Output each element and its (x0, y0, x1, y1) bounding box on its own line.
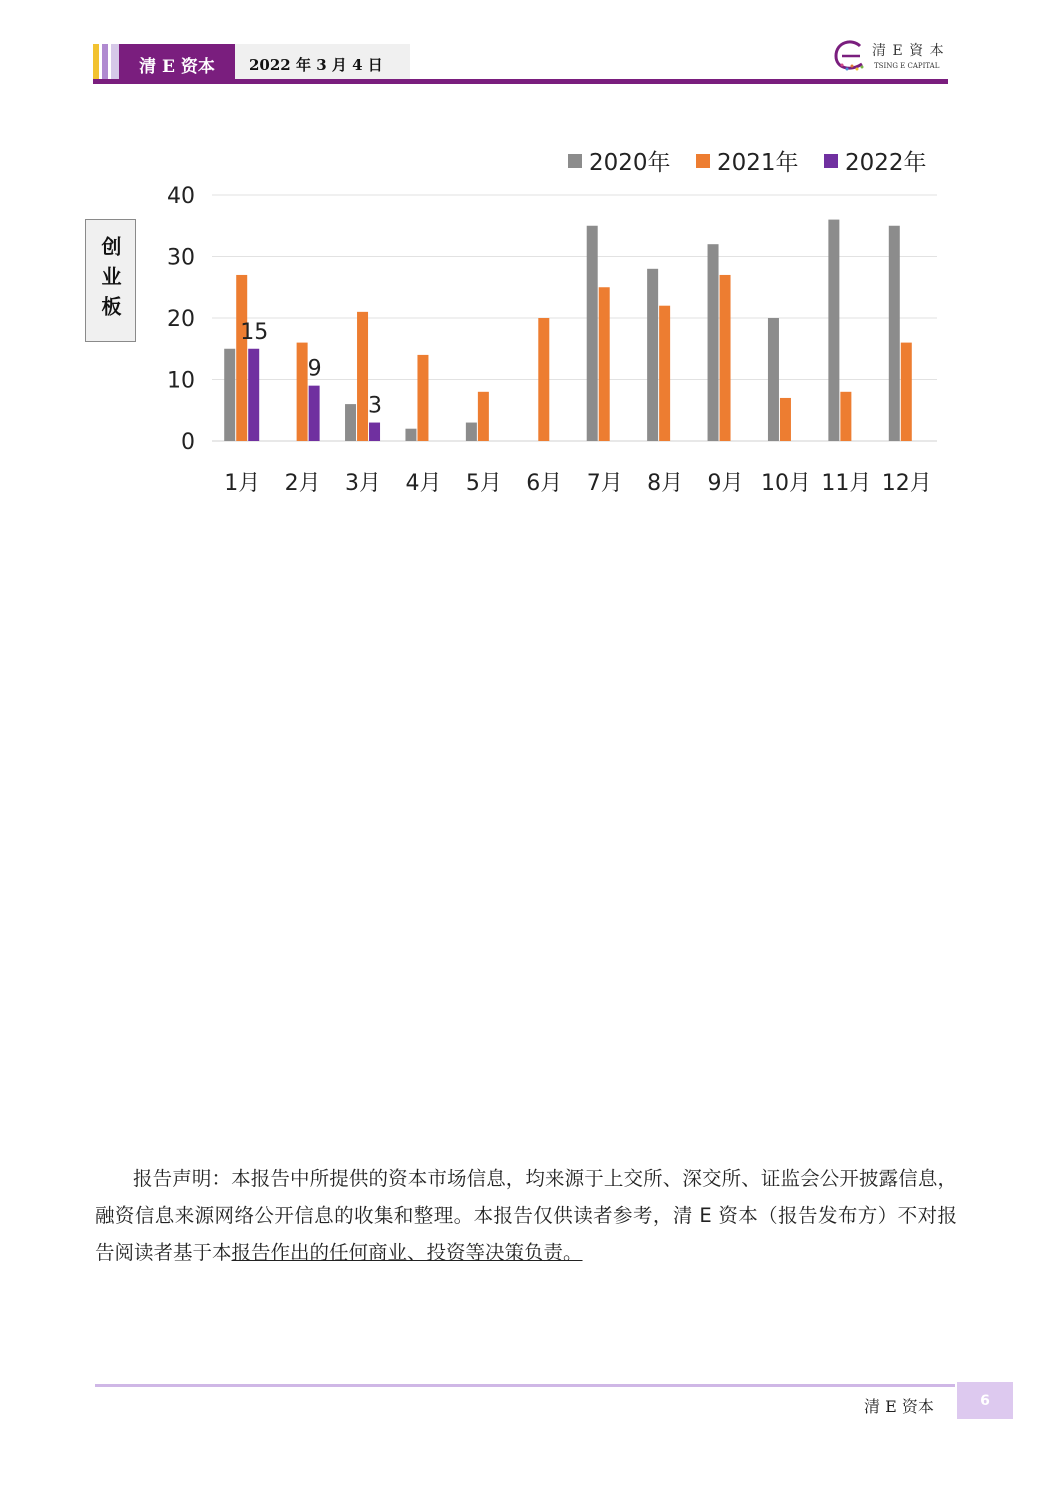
bar-1-1 (297, 343, 308, 441)
bar-1-8 (720, 275, 731, 441)
bar-1-6 (599, 287, 610, 441)
x-tick-label: 2月 (284, 471, 321, 496)
data-label: 3 (368, 393, 383, 419)
bar-1-4 (478, 392, 489, 441)
bar-chart (0, 0, 1051, 520)
y-tick-label: 20 (167, 307, 195, 332)
x-tick-label: 10月 (760, 471, 811, 496)
disclaimer-underlined: 报告作出的任何商业、投资等决策负责。 (231, 1241, 583, 1264)
bar-1-11 (901, 343, 912, 441)
footer-rule (95, 1384, 955, 1387)
legend-swatch (696, 154, 710, 168)
bar-2-0 (248, 349, 259, 441)
y-tick-label: 40 (167, 184, 195, 209)
bar-0-10 (828, 220, 839, 441)
bar-0-11 (889, 226, 900, 441)
x-tick-label: 5月 (465, 471, 502, 496)
bar-1-2 (357, 312, 368, 441)
legend-swatch (568, 154, 582, 168)
bar-0-3 (405, 429, 416, 441)
x-tick-label: 3月 (345, 471, 382, 496)
logo-english-text: TSING E CAPITAL (874, 62, 940, 70)
bar-0-9 (768, 318, 779, 441)
bar-0-6 (587, 226, 598, 441)
x-tick-label: 11月 (821, 471, 872, 496)
bar-1-3 (417, 355, 428, 441)
page-number: 6 (957, 1382, 1013, 1419)
bar-0-8 (708, 244, 719, 441)
x-tick-label: 6月 (526, 471, 563, 496)
bar-2-1 (309, 386, 320, 441)
footer-brand: 清 E 资本 (864, 1397, 934, 1416)
legend-label: 2021年 (717, 150, 799, 176)
bar-0-4 (466, 423, 477, 441)
x-tick-label: 1月 (224, 471, 261, 496)
data-label: 9 (307, 356, 322, 382)
bar-2-2 (369, 423, 380, 441)
x-tick-label: 8月 (647, 471, 684, 496)
bar-1-0 (236, 275, 247, 441)
bar-1-9 (780, 398, 791, 441)
x-tick-label: 12月 (881, 471, 932, 496)
y-tick-label: 10 (167, 368, 195, 394)
legend-label: 2022年 (845, 150, 927, 176)
data-label: 15 (240, 319, 269, 345)
bar-0-7 (647, 269, 658, 441)
disclaimer-text: 报告声明：本报告中所提供的资本市场信息，均来源于上交所、深交所、证监会公开披露信息，融资信息来源网络公开信息的收集和整理。本报告仅供读者参考，清 E 资本（报告发布方）不对报告阅读者基于本 (95, 1167, 957, 1264)
bar-0-0 (224, 349, 235, 441)
disclaimer (95, 1160, 957, 1271)
bar-1-5 (538, 318, 549, 441)
y-tick-label: 0 (181, 430, 195, 455)
legend-swatch (824, 154, 838, 168)
bar-0-2 (345, 404, 356, 441)
bar-1-10 (840, 392, 851, 441)
header-brand: 清 E 资本 (119, 44, 235, 84)
x-tick-label: 7月 (586, 471, 623, 496)
logo-chinese-text: 清 E 資 本 (872, 43, 945, 59)
x-tick-label: 9月 (707, 471, 744, 496)
legend-label: 2020年 (589, 150, 671, 176)
y-axis-title: 创业板 (85, 219, 136, 342)
x-tick-label: 4月 (405, 471, 442, 496)
y-tick-label: 30 (167, 245, 195, 271)
header-date: 2022 年 3 月 4 日 (235, 44, 410, 84)
bar-1-7 (659, 306, 670, 441)
